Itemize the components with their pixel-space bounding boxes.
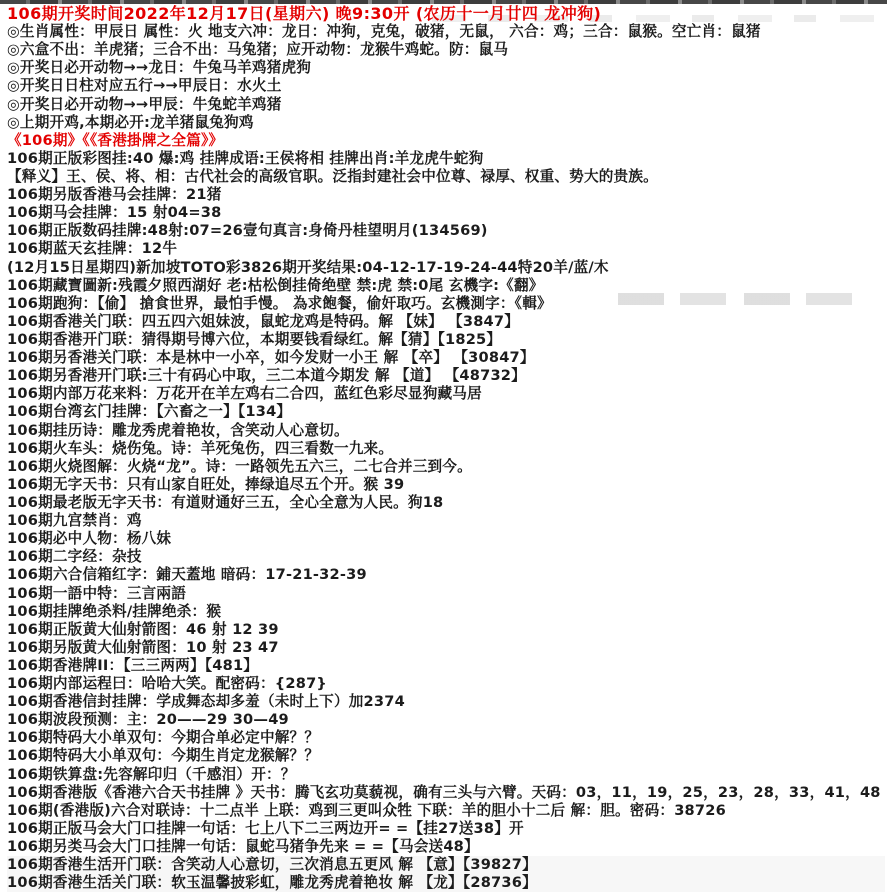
text-line-23: 106期台湾玄门挂牌：【六畜之一】【134】 <box>7 403 292 421</box>
text-line-20: 106期另香港关门联：本是林中一小卒，如今发财一小王 解 【卒】 【30847】 <box>7 349 535 367</box>
text-line-31: 106期二字经：杂技 <box>7 548 142 566</box>
text-line-18: 106期香港关门联：四五四六姐妹波，鼠蛇龙鸡是特码。解 【妹】 【3847】 <box>7 312 520 330</box>
text-line-11: 106期另版香港马会挂牌：21猪 <box>7 186 222 204</box>
text-line-30: 106期必中人物：杨八妹 <box>7 530 172 548</box>
text-line-44: 106期香港版《香港六合天书挂牌 》天书：腾飞玄功莫藐视，确有三头与六臂。天码：03，11，19，25，23，28，33，41，48 <box>7 783 881 801</box>
text-line-13: 106期正版数码挂牌:48射:07=26壹句真言:身倚丹桂望明月(134569) <box>7 222 488 240</box>
text-line-9: 106期正版彩图挂:40 爆:鸡 挂牌成语:王侯将相 挂牌出肖:羊龙虎牛蛇狗 <box>7 149 484 167</box>
text-line-14: 106期蓝天玄挂牌：12牛 <box>7 240 178 258</box>
text-line-42: 106期特码大小单双句：今期生肖定龙猴解？？ <box>7 747 320 765</box>
text-line-25: 106期火车头：烧伤兔。诗：羊死兔伤，四三看数一九来。 <box>7 439 394 457</box>
text-line-26: 106期火烧图解：火烧“龙”。诗：一路领先五六三，二七合并三到今。 <box>7 457 472 475</box>
text-line-27: 106期无字天书：只有山家自旺处，捧绿追尽五个开。猴 39 <box>7 475 405 493</box>
text-line-49: 106期香港生活关门联：软玉温馨披彩虹，雕龙秀虎着艳妆 解 【龙】【28736】 <box>7 874 885 892</box>
text-line-8: 《106期》《《香港掛牌之全篇》》 <box>7 131 224 149</box>
top-border-bar <box>0 0 887 4</box>
text-line-38: 106期内部运程曰：哈哈大笑。配密码：{287} <box>7 675 328 693</box>
text-line-15: (12月15日星期四)新加坡TOTO彩3826期开奖结果:04-12-17-19-24-44特20羊/蓝/木 <box>7 258 609 276</box>
text-line-12: 106期马会挂牌：15 射04=38 <box>7 204 222 222</box>
text-line-7: ◎上期开鸡,本期必开:龙羊猪鼠兔狗鸡 <box>7 113 254 131</box>
text-line-46: 106期正版马会大门口挂牌一句话：七上八下二三两边开= =【挂27送38】开 <box>7 819 524 837</box>
text-line-28: 106期最老版无字天书：有道财通好三五，全心全意为人民。狗18 <box>7 493 444 511</box>
text-line-3: ◎六盒不出：羊虎猪；三合不出：马兔猪；应开动物：龙猴牛鸡蛇。防：鼠马 <box>7 41 509 59</box>
text-line-6: ◎开奖日必开动物→→甲辰：牛兔蛇羊鸡猪 <box>7 95 282 113</box>
text-line-39: 106期香港信封挂牌：学成舞态却多羞（未时上下）加2374 <box>7 693 405 711</box>
text-line-33: 106期一語中特：三言兩語 <box>7 584 187 602</box>
text-line-2: ◎生肖属性：甲辰日 属性：火 地支六冲：龙日：冲狗，克兔，破猪，无鼠， 六合：鸡；三合：鼠猴。空亡肖：鼠猪 <box>7 23 761 41</box>
text-line-45: 106期(香港版)六合对联诗：十二点半 上联：鸡到三更叫众牲 下联：羊的胆小十二后 解：胆。密码：38726 <box>7 801 726 819</box>
text-line-40: 106期波段预测：主：20——29 30—49 <box>7 711 289 729</box>
text-line-21: 106期另香港开门联:三十有码心中取，三二本道今期发 解 【道】 【48732】 <box>7 367 526 385</box>
text-lines-container <box>7 5 885 892</box>
text-line-17: 106期跑狗：【偷】 搶食世界，最怕手慢。 為求飽餐，偷奸取巧。玄機測字：《輯》 <box>7 294 552 312</box>
text-line-24: 106期挂历诗：雕龙秀虎着艳妆，含笑动人心意切。 <box>7 421 349 439</box>
text-line-34: 106期挂牌绝杀料/挂牌绝杀：猴 <box>7 602 222 620</box>
text-line-35: 106期正版黄大仙射箭图：46 射 12 39 <box>7 620 279 638</box>
text-line-4: ◎开奖日必开动物→→龙日：牛兔马羊鸡猪虎狗 <box>7 59 312 77</box>
text-line-5: ◎开奖日日柱对应五行→→甲辰日：水火土 <box>7 77 282 95</box>
text-line-10: 【释义】王、侯、将、相：古代社会的高级官职。泛指封建社会中位尊、禄厚、权重、势大的贵族。 <box>7 167 658 185</box>
text-line-47: 106期另类马会大门口挂牌一句话：鼠蛇马猪争先来 = =【马会送48】 <box>7 838 479 856</box>
text-line-1: 106期开奖时间2022年12月17日(星期六) 晚9:30开 (农历十一月廿四 龙冲狗) <box>7 5 602 23</box>
text-line-16: 106期藏寶圖新:残霞夕照西湖好 老:枯松倒挂倚绝壁 禁:虎 禁:0尾 玄機字:《翻》 <box>7 276 544 294</box>
text-line-41: 106期特码大小单双句：今期合单必定中解？？ <box>7 729 320 747</box>
text-line-43: 106期铁算盘:先容解印归（千感泪）开：？ <box>7 765 296 783</box>
text-line-48: 106期香港生活开门联：含笑动人心意切，三次消息五更风 解 【意】【39827】 <box>7 856 885 874</box>
text-line-37: 106期香港牌II：【三三两两】【481】 <box>7 656 259 674</box>
text-line-29: 106期九宫禁肖：鸡 <box>7 512 142 530</box>
text-line-32: 106期六合信箱红字：鋪天蓋地 暗码：17-21-32-39 <box>7 566 367 584</box>
text-line-19: 106期香港开门联：猜得期号博六位，本期要钱看绿红。解【猜】【1825】 <box>7 330 502 348</box>
text-line-36: 106期另版黄大仙射箭图：10 射 23 47 <box>7 638 279 656</box>
text-line-22: 106期内部万花来料：万花开在羊左鸡右二合四，蓝红色彩尽显狗藏马居 <box>7 385 482 403</box>
